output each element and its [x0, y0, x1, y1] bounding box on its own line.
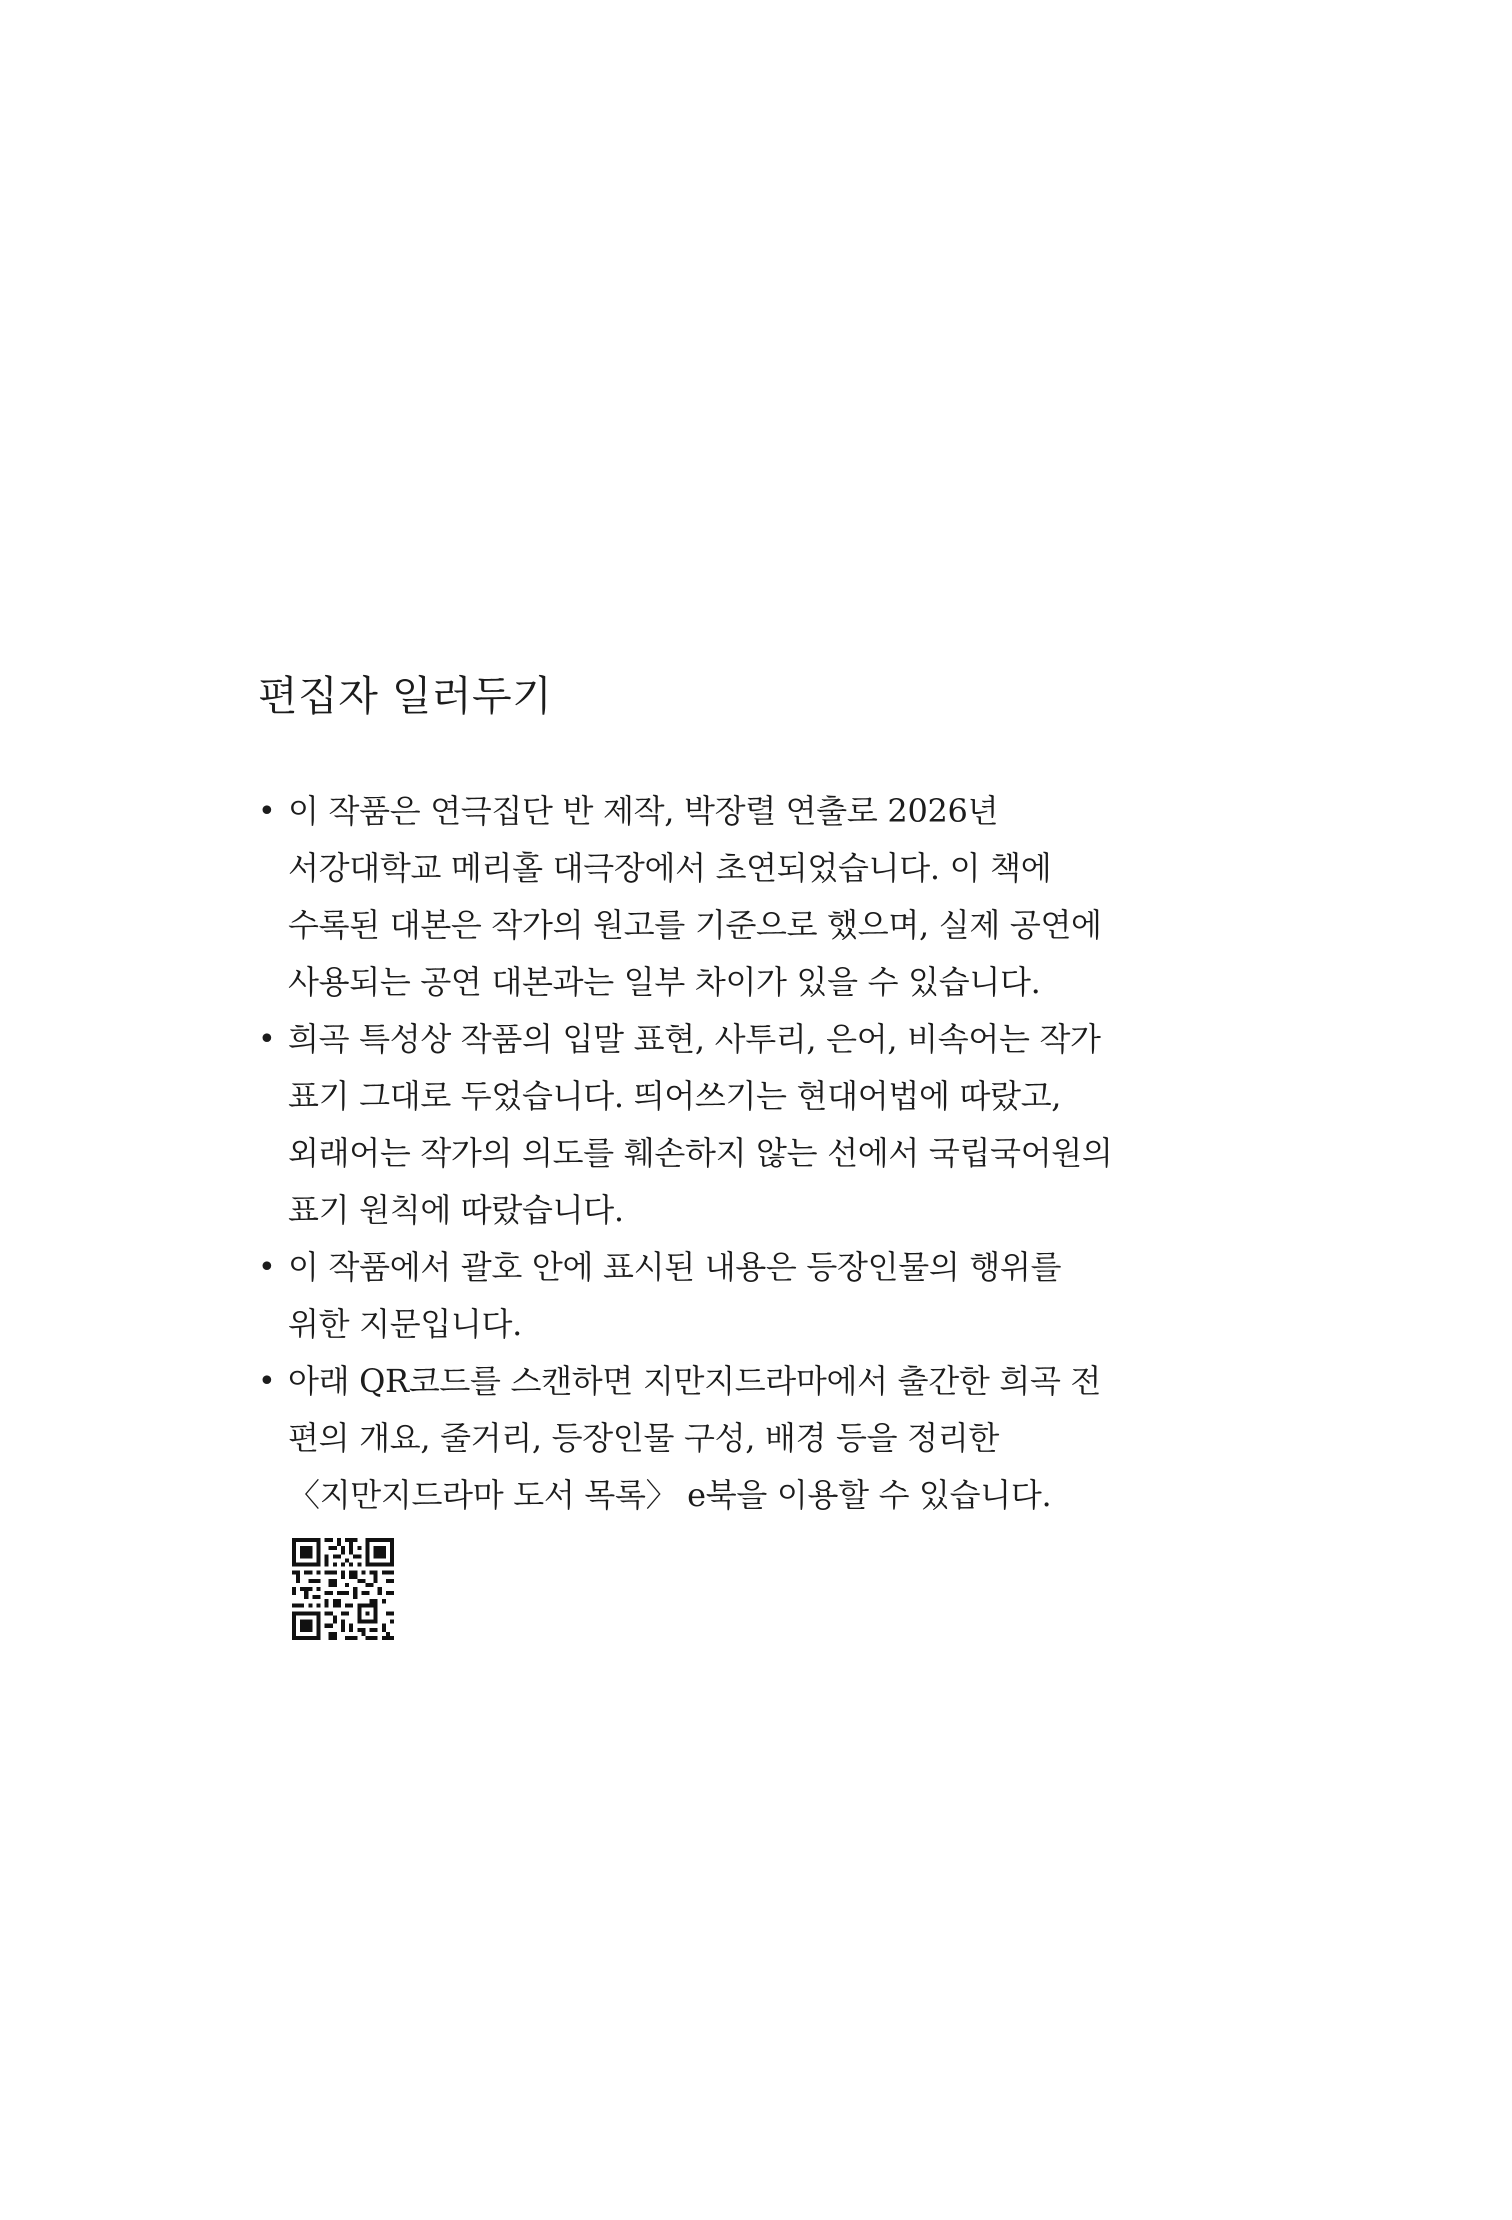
note-line: 서강대학교 메리홀 대극장에서 초연되었습니다. 이 책에 [288, 849, 1052, 888]
page-title: 편집자 일러두기 [258, 672, 553, 720]
note-line: 이 작품은 연극집단 반 제작, 박장렬 연출로 2026년 [288, 792, 999, 831]
note-list [258, 783, 1278, 1524]
note-line: 사용되는 공연 대본과는 일부 차이가 있을 수 있습니다. [288, 963, 1041, 1002]
list-item [258, 1239, 1278, 1353]
note-line: 표기 그대로 두었습니다. 띄어쓰기는 현대어법에 따랐고, [288, 1077, 1062, 1116]
note-line: 〈지만지드라마 도서 목록〉 e북을 이용할 수 있습니다. [288, 1476, 1052, 1515]
bullet-icon: • [258, 794, 276, 830]
note-line: 표기 원칙에 따랐습니다. [288, 1191, 624, 1230]
note-line: 희곡 특성상 작품의 입말 표현, 사투리, 은어, 비속어는 작가 [288, 1020, 1101, 1059]
list-item [258, 1011, 1278, 1239]
note-line: 외래어는 작가의 의도를 훼손하지 않는 선에서 국립국어원의 [288, 1134, 1113, 1173]
note-line: 아래 QR코드를 스캔하면 지만지드라마에서 출간한 희곡 전 [288, 1362, 1102, 1401]
bullet-icon: • [258, 1250, 276, 1286]
note-line: 이 작품에서 괄호 안에 표시된 내용은 등장인물의 행위를 [288, 1248, 1062, 1287]
bullet-icon: • [258, 1364, 276, 1400]
note-line: 위한 지문입니다. [288, 1305, 523, 1344]
note-line: 수록된 대본은 작가의 원고를 기준으로 했으며, 실제 공연에 [288, 906, 1102, 945]
bullet-icon: • [258, 1022, 276, 1058]
editor-notes [258, 672, 1278, 1524]
list-item [258, 783, 1278, 1011]
note-line: 편의 개요, 줄거리, 등장인물 구성, 배경 등을 정리한 [288, 1419, 999, 1458]
qr-code-icon[interactable] [292, 1538, 394, 1640]
list-item [258, 1353, 1278, 1524]
